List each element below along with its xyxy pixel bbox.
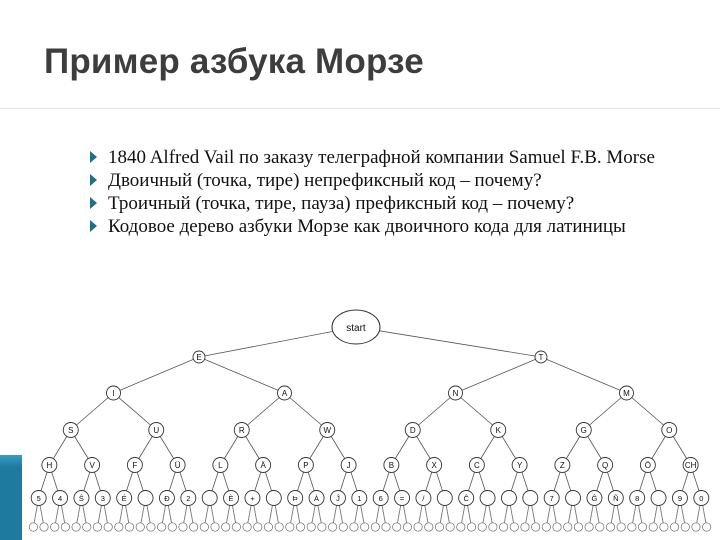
tree-leaf-node — [40, 523, 48, 531]
tree-leaf-node — [200, 523, 208, 531]
tree-node-label: Y — [516, 461, 523, 470]
tree-leaf-node — [670, 523, 678, 531]
tree-leaf-node — [649, 523, 657, 531]
tree-node-label: Ĝ — [591, 494, 598, 503]
tree-node-label: K — [495, 426, 501, 435]
tree-edge — [285, 393, 328, 430]
tree-node-label: Q — [602, 461, 609, 470]
tree-leaf-node — [29, 523, 37, 531]
tree-leaf-node — [339, 523, 347, 531]
tree-leaf-node — [499, 523, 507, 531]
tree-leaf-node — [296, 523, 304, 531]
tree-leaf-node — [115, 523, 123, 531]
tree-node-label: E — [196, 353, 202, 362]
tree-leaf-node — [93, 523, 101, 531]
tree-leaf-node — [403, 523, 411, 531]
tree-leaf-node — [136, 523, 144, 531]
bullet-text: Кодовое дерево азбуки Морзе как двоичного кода для латиницы — [108, 216, 626, 237]
tree-leaf-node — [681, 523, 689, 531]
tree-node — [480, 491, 495, 506]
tree-node — [566, 491, 581, 506]
tree-node-label: CH — [684, 461, 697, 470]
bullet-item — [90, 146, 700, 169]
tree-leaf-node — [222, 523, 230, 531]
tree-leaf-node — [51, 523, 59, 531]
tree-leaf-node — [168, 523, 176, 531]
tree-leaf-node — [254, 523, 262, 531]
tree-node-label: M — [623, 389, 630, 398]
tree-leaf-node — [467, 523, 475, 531]
tree-node-label: J — [346, 461, 351, 470]
bullet-arrow-icon — [90, 197, 97, 209]
bullet-arrow-icon — [90, 220, 97, 232]
tree-node — [523, 491, 538, 506]
tree-node-label: = — [399, 494, 405, 503]
tree-leaf-node — [435, 523, 443, 531]
tree-node — [651, 491, 666, 506]
tree-node-label: 8 — [635, 494, 640, 503]
tree-leaf-node — [521, 523, 529, 531]
tree-node — [501, 491, 516, 506]
tree-leaf-node — [125, 523, 133, 531]
morse-code-tree — [0, 295, 720, 540]
tree-leaf-node — [553, 523, 561, 531]
tree-edge — [356, 327, 541, 357]
tree-leaf-node — [660, 523, 668, 531]
tree-node-label: È — [228, 494, 234, 503]
tree-leaf-node — [606, 523, 614, 531]
bullet-text: Троичный (точка, тире, пауза) префиксный код – почему? — [108, 193, 575, 214]
tree-leaf-node — [446, 523, 454, 531]
tree-leaf-node — [147, 523, 155, 531]
tree-leaf-node — [328, 523, 336, 531]
tree-node-label: C — [473, 461, 480, 470]
bullet-item — [90, 215, 700, 238]
tree-leaf-node — [617, 523, 625, 531]
tree-node-label: X — [431, 461, 437, 470]
tree-node-label: I — [112, 389, 115, 398]
tree-node-label: 1 — [357, 494, 362, 503]
tree-leaf-node — [189, 523, 197, 531]
tree-edge — [71, 393, 114, 430]
tree-leaf-node — [510, 523, 518, 531]
tree-leaf-node — [564, 523, 572, 531]
tree-node-label: 7 — [549, 494, 554, 503]
tree-edge — [413, 393, 456, 430]
tree-node-label: Þ — [292, 494, 298, 503]
tree-node-label: À — [314, 494, 320, 503]
tree-node-label: 0 — [699, 494, 704, 503]
tree-leaf-node — [360, 523, 368, 531]
tree-node-label: / — [422, 494, 425, 503]
tree-node-label: F — [132, 461, 138, 470]
tree-edge — [114, 393, 157, 430]
tree-leaf-node — [243, 523, 251, 531]
bullet-arrow-icon — [90, 151, 97, 163]
tree-node-label: Ä — [260, 461, 266, 470]
tree-root-label: start — [346, 323, 366, 334]
tree-leaf-node — [307, 523, 315, 531]
tree-node-label: G — [580, 426, 587, 435]
tree-node-label: Ð — [164, 494, 170, 503]
tree-node-label: Ö — [644, 461, 651, 470]
bullet-text: Двоичный (точка, тире) непрефиксный код – почему? — [108, 170, 542, 191]
tree-node-label: Ĉ — [463, 494, 469, 503]
tree-node — [266, 491, 281, 506]
tree-node-label: 9 — [677, 494, 683, 503]
tree-node-label: H — [46, 461, 53, 470]
tree-edge — [456, 357, 542, 393]
tree-node-label: B — [388, 461, 395, 470]
tree-leaf-node — [264, 523, 272, 531]
tree-node-label: Ŝ — [78, 494, 84, 503]
tree-edge — [114, 357, 200, 393]
tree-leaf-node — [382, 523, 390, 531]
tree-leaf-node — [179, 523, 187, 531]
tree-node-label: O — [666, 426, 673, 435]
tree-leaf-node — [83, 523, 91, 531]
tree-node — [437, 491, 452, 506]
tree-leaf-node — [211, 523, 219, 531]
tree-node-label: N — [452, 389, 459, 398]
tree-node-label: S — [68, 426, 74, 435]
tree-leaf-node — [275, 523, 283, 531]
slide-title: Пример азбука Морзе — [44, 42, 424, 81]
tree-leaf-node — [318, 523, 326, 531]
tree-leaf-node — [425, 523, 433, 531]
tree-node-label: 4 — [57, 494, 63, 503]
tree-node-label: 2 — [186, 494, 191, 503]
tree-leaf-node — [157, 523, 165, 531]
bullet-text: 1840 Alfred Vail по заказу телеграфной компании Samuel F.B. Morse — [108, 147, 655, 168]
bullet-list — [90, 146, 700, 238]
tree-node-label: W — [323, 426, 332, 435]
tree-leaf-node — [393, 523, 401, 531]
tree-edge — [199, 357, 285, 393]
tree-leaf-node — [478, 523, 486, 531]
tree-leaf-node — [414, 523, 422, 531]
tree-leaf-node — [692, 523, 700, 531]
tree-leaf-node — [638, 523, 646, 531]
tree-node-label: É — [121, 494, 127, 503]
tree-leaf-node — [702, 523, 710, 531]
tree-leaf-node — [72, 523, 80, 531]
tree-node-label: Ĵ — [336, 494, 340, 503]
tree-leaf-node — [232, 523, 240, 531]
tree-node — [202, 491, 217, 506]
tree-leaf-node — [350, 523, 358, 531]
tree-leaf-node — [489, 523, 497, 531]
tree-node-label: 5 — [36, 494, 41, 503]
bullet-item — [90, 192, 700, 215]
bullet-arrow-icon — [90, 174, 97, 186]
bullet-item — [90, 169, 700, 192]
tree-node — [138, 491, 153, 506]
tree-node-label: Ü — [174, 461, 181, 470]
tree-node-label: A — [281, 389, 288, 398]
tree-edge — [242, 393, 285, 430]
tree-edge — [584, 393, 627, 430]
tree-node-label: D — [409, 426, 416, 435]
tree-edge — [456, 393, 499, 430]
tree-leaf-node — [596, 523, 604, 531]
tree-node-label: Ñ — [613, 494, 619, 503]
tree-leaf-node — [457, 523, 465, 531]
corner-accent — [0, 455, 22, 540]
tree-node-label: P — [303, 461, 309, 470]
tree-leaf-node — [371, 523, 379, 531]
tree-edge — [627, 393, 670, 430]
tree-node-label: 3 — [100, 494, 105, 503]
tree-node-label: T — [538, 353, 544, 362]
tree-node-label: 6 — [378, 494, 383, 503]
tree-leaf-node — [286, 523, 294, 531]
tree-node-label: U — [153, 426, 160, 435]
tree-node-label: R — [238, 426, 245, 435]
tree-leaf-node — [574, 523, 582, 531]
tree-node-label: Z — [559, 461, 565, 470]
tree-node-label: V — [89, 461, 95, 470]
tree-node-label: L — [218, 461, 223, 470]
tree-leaf-node — [628, 523, 636, 531]
tree-leaf-node — [542, 523, 550, 531]
tree-node-label: + — [250, 494, 255, 503]
tree-leaf-node — [585, 523, 593, 531]
tree-leaf-node — [61, 523, 69, 531]
tree-leaf-node — [531, 523, 539, 531]
title-divider — [0, 108, 720, 109]
tree-leaf-node — [104, 523, 112, 531]
tree-edge — [541, 357, 627, 393]
